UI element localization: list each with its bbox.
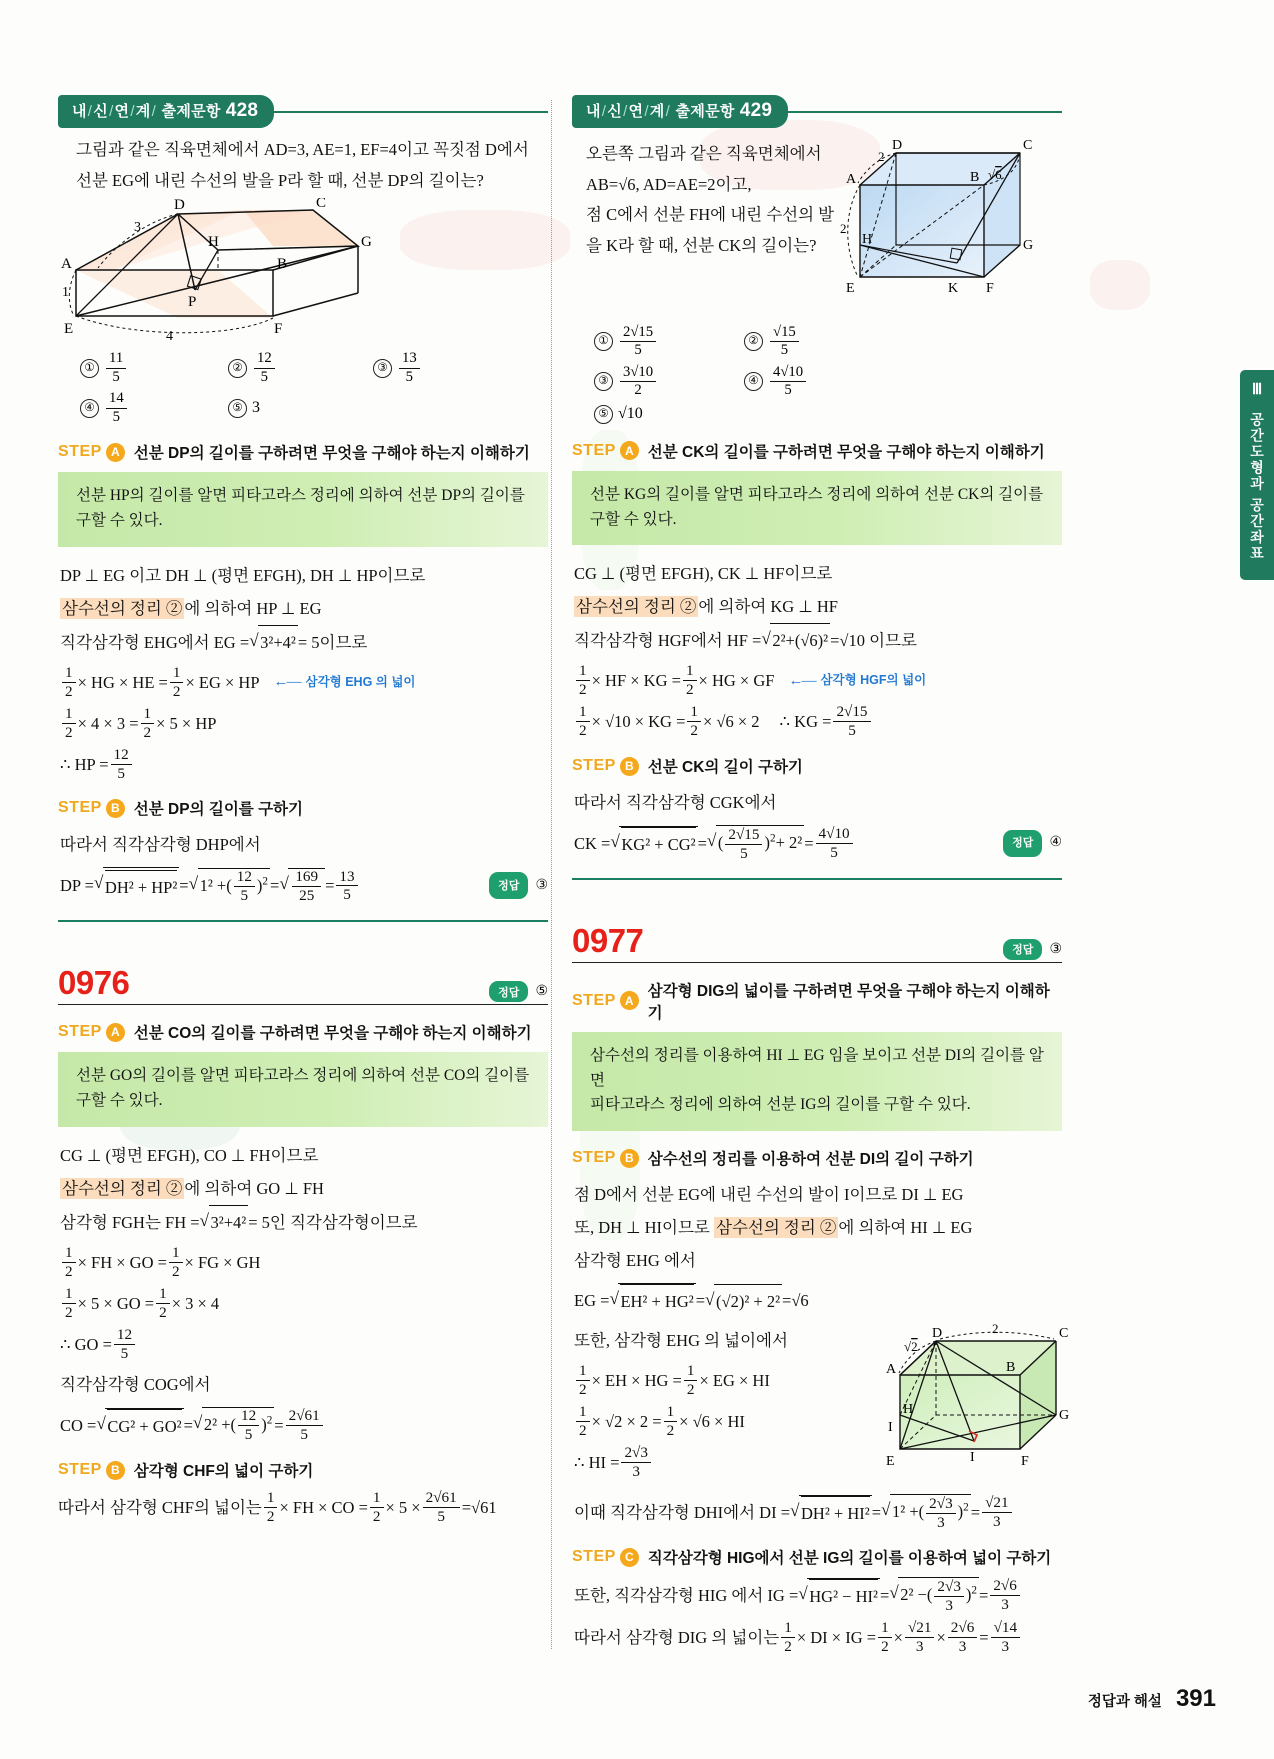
sol-area-equation: 따라서 삼각형 DIG 의 넓이는 $\frac{1}{2}$ × DI × IG = $\frac{1}{2}$ × $\frac{√21}{3}$ × $\frac{2√6}{3}$ = $\frac{√14}{3}$	[574, 1620, 1062, 1655]
svg-text:3: 3	[134, 220, 141, 236]
chapter-side-tab	[1240, 370, 1274, 580]
svg-text:K: K	[948, 281, 959, 296]
svg-text:D: D	[174, 198, 185, 214]
svg-text:I: I	[888, 1420, 893, 1436]
step-title: 선분 CK의 길이 구하기	[647, 759, 803, 777]
sol-line: 직각삼각형 EHG에서 EG = √ 3²+4² = 5이므로	[60, 625, 548, 659]
svg-text:2: 2	[840, 221, 847, 236]
problem-429-closing	[574, 786, 1062, 862]
problem-0976-step-a	[58, 1021, 548, 1043]
svg-text:G: G	[361, 234, 372, 251]
step-badge: A	[620, 991, 639, 1010]
problem-429-choices	[594, 325, 1062, 424]
highlight-theorem: 삼수선의 정리 ②	[716, 1218, 837, 1238]
problem-429-solution	[574, 557, 1062, 739]
sol-conclusion-hp: ∴ HP = $\frac{12}{5}$	[60, 747, 548, 782]
section-divider	[58, 920, 548, 922]
right-column	[572, 95, 1070, 1661]
choice-3[interactable]: ③ $\frac{3√10}{2}$	[594, 365, 744, 399]
problem-0976-hint-box	[58, 1052, 548, 1127]
sol-equation-2: $\frac{1}{2}$ × 4 × 3 = $\frac{1}{2}$ × 5 × HP	[60, 706, 548, 741]
svg-text:E: E	[846, 281, 855, 296]
svg-text:C: C	[1059, 1326, 1069, 1342]
problem-428-step-a	[58, 441, 548, 463]
arrow-left-icon: ←—	[273, 674, 300, 691]
svg-text:P: P	[188, 294, 197, 311]
sol-equation-2: $\frac{1}{2}$ × 5 × GO = $\frac{1}{2}$ × 3 × 4	[60, 1286, 548, 1321]
svg-text:I: I	[970, 1450, 975, 1466]
problem-428-question-line1: 그림과 같은 직육면체에서 AD=3, AE=1, EF=4이고 꼭짓점 D에서	[76, 140, 529, 159]
problem-rule	[58, 1004, 548, 1005]
problem-429-question-line4: 을 K라 할 때, 선분 CK의 길이는?	[586, 236, 817, 256]
svg-text:2: 2	[992, 1321, 999, 1337]
step-word: STEP	[572, 991, 616, 1009]
sol-line: 또, DH ⊥ HI이므로 삼수선의 정리 ② 에 의하여 HI ⊥ EG	[574, 1218, 973, 1238]
problem-428-answer	[489, 872, 548, 900]
step-badge: B	[106, 799, 125, 818]
hint-line: 선분 GO의 길이를 알면 피타고라스 정리에 의하여 선분 CO의 길이를	[76, 1067, 530, 1085]
hint-line: 선분 HP의 길이를 알면 피타고라스 정리에 의하여 선분 DP의 길이를	[76, 487, 525, 505]
svg-text:F: F	[1021, 1454, 1029, 1470]
svg-text:A: A	[846, 172, 857, 187]
choice-fraction: $\frac{11}{5}$	[106, 351, 126, 385]
choice-1[interactable]: ① $\frac{2√15}{5}$	[594, 325, 744, 359]
svg-text:A: A	[61, 256, 72, 273]
hint-line: 구할 수 있다.	[590, 510, 677, 528]
problem-rule	[572, 962, 1062, 963]
problem-0977-figure	[870, 1319, 1070, 1489]
problem-0977-header	[572, 922, 1062, 960]
svg-text:√6: √6	[988, 167, 1002, 182]
problem-428-choices	[80, 351, 548, 425]
choice-fraction: $\frac{14}{5}$	[106, 391, 127, 425]
ghost-blotch	[1090, 260, 1150, 310]
choice-2[interactable]: ② $\frac{√15}{5}$	[744, 325, 801, 359]
svg-text:C: C	[316, 198, 327, 212]
sol-line: 직각삼각형 COG에서	[60, 1374, 211, 1394]
left-column	[58, 95, 548, 1531]
problem-428-solution	[60, 559, 548, 782]
problem-429-answer	[1003, 829, 1062, 857]
sol-line: CG ⊥ (평면 EFGH), CK ⊥ HF이므로	[574, 564, 833, 584]
step-title: 삼수선의 정리를 이용하여 선분 DI의 길이 구하기	[647, 1151, 974, 1169]
svg-text:E: E	[886, 1454, 895, 1470]
step-badge: B	[620, 757, 639, 776]
hint-line: 구할 수 있다.	[76, 512, 163, 530]
choice-row	[80, 391, 548, 425]
step-word: STEP	[572, 757, 616, 775]
problem-429	[572, 95, 1062, 880]
sol-equation-2: $\frac{1}{2}$ × √10 × KG = $\frac{1}{2}$ × √6 × 2 ∴ KG = $\frac{2√15}{5}$	[574, 704, 1062, 739]
answer-value: ⑤	[535, 984, 548, 1000]
arrow-left-icon: ←—	[788, 672, 815, 689]
problem-428-header	[58, 95, 548, 129]
svg-text:E: E	[64, 321, 74, 338]
problem-429-figure	[824, 137, 1039, 317]
choice-2[interactable]: ② $\frac{12}{5}$	[228, 351, 373, 385]
choice-3[interactable]: ③ $\frac{13}{5}$	[373, 351, 422, 385]
problem-0977	[572, 921, 1070, 1656]
page-footer	[1088, 1685, 1216, 1713]
step-word: STEP	[58, 443, 102, 461]
sol-line: 따라서 직각삼각형 DHP에서	[60, 835, 261, 855]
annotation-hgf-area: ←— 삼각형 HGF의 넓이	[788, 666, 926, 696]
choice-4[interactable]: ④ $\frac{4√10}{5}$	[744, 365, 808, 399]
highlight-theorem: 삼수선의 정리 ②	[576, 597, 697, 617]
choice-5[interactable]: ⑤ 3	[228, 391, 260, 425]
sol-line: 삼각형 FGH는 FH = √ 3²+4² = 5인 직각삼각형이므로	[60, 1205, 548, 1239]
sol-equation-1: $\frac{1}{2}$ × EH × HG = $\frac{1}{2}$ × EG × HI	[574, 1363, 854, 1398]
svg-text:B: B	[1006, 1360, 1016, 1376]
problem-0976-step-b	[58, 1459, 548, 1481]
step-title: 선분 CK의 길이를 구하려면 무엇을 구해야 하는지 이해하기	[647, 443, 1045, 461]
problem-428-figure	[58, 198, 548, 343]
step-badge: A	[620, 441, 639, 460]
hint-line: 삼수선의 정리를 이용하여 HI ⊥ EG 임을 보이고 선분 DI의 길이를 알면	[590, 1046, 1044, 1089]
problem-429-hint-box	[572, 471, 1062, 546]
sol-line: 삼수선의 정리 ② 에 의하여 KG ⊥ HF	[576, 597, 838, 617]
step-word: STEP	[58, 1023, 102, 1041]
answer-pill: 정답	[489, 872, 528, 899]
problem-number: 0976	[58, 964, 130, 1002]
problem-429-header	[572, 95, 1062, 129]
sol-line: 삼수선의 정리 ② 에 의하여 GO ⊥ FH	[62, 1179, 324, 1199]
svg-text:A: A	[886, 1362, 897, 1378]
step-title: 삼각형 DIG의 넓이를 구하려면 무엇을 구해야 하는지 이해하기	[647, 982, 1050, 1022]
sol-equation-1: $\frac{1}{2}$ × FH × GO = $\frac{1}{2}$ × FG × GH	[60, 1245, 548, 1280]
choice-5[interactable]: ⑤ √10	[594, 405, 643, 424]
svg-text:D: D	[892, 138, 903, 153]
sol-line: CG ⊥ (평면 EFGH), CO ⊥ FH이므로	[60, 1146, 319, 1166]
svg-text:G: G	[1023, 238, 1034, 253]
hint-line: 선분 KG의 길이를 알면 피타고라스 정리에 의하여 선분 CK의 길이를	[590, 485, 1044, 503]
annotation-ehg-area: ←— 삼각형 EHG 의 넓이	[274, 667, 416, 697]
step-title: 직각삼각형 HIG에서 선분 IG의 길이를 이용하여 넓이 구하기	[647, 1550, 1052, 1568]
answer-pill: 정답	[489, 981, 528, 1002]
svg-text:D: D	[932, 1326, 943, 1342]
sol-line: 또한, 삼각형 EHG 의 넓이에서	[574, 1331, 788, 1351]
sol-di-equation: 이때 직각삼각형 DHI에서 DI = √ DH² + HI² = √ 1² +( $\frac{2√3}{3}$ )$^2$ = $\frac{√21}{3}$	[574, 1494, 1062, 1531]
problem-0977-solution	[574, 1178, 1070, 1531]
page-number: 391	[1175, 1685, 1216, 1712]
step-word: STEP	[58, 1461, 102, 1479]
step-badge: B	[106, 1461, 125, 1480]
problem-428-step-b	[58, 797, 548, 819]
problem-0977-hint-box	[572, 1032, 1062, 1131]
answer-value: ③	[535, 877, 548, 893]
problem-0977-closing	[574, 1577, 1062, 1655]
step-word: STEP	[572, 441, 616, 459]
step-badge: B	[620, 1149, 639, 1168]
sol-line: 따라서 직각삼각형 CGK에서	[574, 793, 777, 813]
chapter-roman: Ⅲ	[1251, 381, 1263, 398]
problem-0976-closing: 따라서 삼각형 CHF의 넓이는 $\frac{1}{2}$ × FH × CO = $\frac{1}{2}$ × 5 × $\frac{2√61}{5}$ =√61	[58, 1489, 497, 1526]
column-divider	[551, 100, 552, 1649]
answer-value: ④	[1049, 835, 1062, 851]
sol-equation-1: $\frac{1}{2}$ × HF × KG = $\frac{1}{2}$ × HG × GF ←— 삼각형 HGF의 넓이	[574, 663, 1062, 698]
step-badge: A	[106, 1023, 125, 1042]
problem-429-question-line3: 점 C에서 선분 FH에 내린 수선의 발	[586, 205, 835, 225]
section-divider	[572, 878, 1062, 880]
sol-ig-equation: 또한, 직각삼각형 HIG 에서 IG = √ HG² − HI² = √ 2² −( $\frac{2√3}{3}$ )$^2$ = $\frac{2√6}{3}$	[574, 1577, 1062, 1614]
svg-text:4: 4	[166, 329, 173, 344]
step-badge: A	[106, 443, 125, 462]
answer-pill: 정답	[1003, 939, 1042, 960]
svg-text:B: B	[277, 256, 288, 273]
problem-429-step-b	[572, 755, 1062, 777]
problem-0977-step-a	[572, 979, 1062, 1023]
sol-final-equation: CK = √ KG² + CG² = √ ( $\frac{2√15}{5}$ )$^2$+ 2² = $\frac{4√10}{5}$ 정답 ④	[574, 825, 1062, 862]
choice-row	[594, 365, 1062, 399]
answer-pill: 정답	[1003, 830, 1042, 857]
sol-eg-equation: EG = √ EH² + HG² = √ (√2)² + 2² =√6	[574, 1283, 854, 1318]
step-badge: C	[620, 1548, 639, 1567]
sol-final-equation: DP = √ DH² + HP² = √ 1² +( $\frac{12}{5}$ )$^2$ = √ $\frac{169}{25}$ = $\frac{13}{5}$ 정답 ③	[60, 867, 548, 904]
svg-text:F: F	[986, 281, 994, 296]
sol-line: 삼각형 EHG 에서	[574, 1251, 696, 1271]
problem-428-question-line2: 선분 EG에 내린 수선의 발을 P라 할 때, 선분 DP의 길이는?	[76, 170, 484, 190]
choice-row	[594, 405, 1062, 424]
highlight-theorem: 삼수선의 정리 ②	[62, 598, 183, 618]
svg-text:C: C	[1023, 138, 1033, 153]
problem-428-closing	[60, 828, 548, 904]
choice-1[interactable]: ① $\frac{11}{5}$	[80, 351, 228, 385]
problem-0976-answer	[489, 981, 548, 1002]
sol-line: 삼수선의 정리 ② 에 의하여 HP ⊥ EG	[62, 598, 322, 618]
sol-line: 점 D에서 선분 EG에 내린 수선의 발이 I이므로 DI ⊥ EG	[574, 1185, 964, 1205]
svg-text:1: 1	[62, 285, 69, 301]
step-title: 삼각형 CHF의 넓이 구하기	[133, 1463, 314, 1481]
choice-4[interactable]: ④ $\frac{14}{5}$	[80, 391, 228, 425]
problem-0976-header	[58, 964, 548, 1002]
problem-0977-answer	[1003, 939, 1062, 960]
svg-text:G: G	[1059, 1408, 1070, 1424]
sol-line: 직각삼각형 HGF에서 HF = √ 2²+(√6)² =√10 이므로	[574, 623, 1062, 657]
choice-row	[80, 351, 548, 385]
problem-number: 0977	[572, 921, 644, 959]
problem-0977-step-c	[572, 1546, 1062, 1568]
naeshin-tag: 내/신/연/계/ 출제문항 429	[572, 95, 788, 128]
sol-conclusion-go: ∴ GO = $\frac{12}{5}$	[60, 1327, 548, 1362]
naeshin-tag: 내/신/연/계/ 출제문항 428	[58, 95, 274, 128]
problem-429-question-line2: AB=√6, AD=AE=2이고,	[586, 174, 752, 194]
step-title: 선분 CO의 길이를 구하려면 무엇을 구해야 하는지 이해하기	[133, 1025, 532, 1043]
sol-line: DP ⊥ EG 이고 DH ⊥ (평면 EFGH), DH ⊥ HP이므로	[60, 565, 426, 585]
hint-line: 구할 수 있다.	[76, 1092, 163, 1110]
problem-428	[58, 95, 548, 922]
problem-0976	[58, 964, 548, 1525]
choice-fraction: $\frac{13}{5}$	[399, 351, 420, 385]
hint-line: 피타고라스 정리에 의하여 선분 IG의 길이를 구할 수 있다.	[590, 1096, 971, 1114]
step-word: STEP	[572, 1149, 616, 1167]
step-title: 선분 DP의 길이를 구하려면 무엇을 구해야 하는지 이해하기	[133, 445, 530, 463]
svg-text:√2: √2	[904, 1339, 918, 1355]
problem-428-hint-box	[58, 472, 548, 547]
footer-label: 정답과 해설	[1087, 1694, 1162, 1710]
svg-text:2: 2	[878, 149, 885, 164]
problem-0977-step-b	[572, 1147, 1062, 1169]
sol-equation-2: $\frac{1}{2}$ × √2 × 2 = $\frac{1}{2}$ × √6 × HI	[574, 1404, 854, 1439]
svg-text:B: B	[970, 170, 980, 185]
sol-conclusion-hi: ∴ HI = $\frac{2√3}{3}$	[574, 1445, 854, 1480]
svg-text:H: H	[208, 234, 219, 251]
svg-text:H: H	[903, 1402, 914, 1418]
highlight-theorem: 삼수선의 정리 ②	[62, 1179, 183, 1199]
sol-final-equation: CO = √ CG² + GO² = √ 2² +( $\frac{12}{5}$ )$^2$ = $\frac{2√61}{5}$	[60, 1407, 548, 1444]
step-word: STEP	[58, 799, 102, 817]
svg-text:F: F	[274, 321, 283, 338]
problem-429-step-a	[572, 440, 1062, 462]
svg-text:H: H	[862, 232, 873, 247]
choice-row	[594, 325, 1062, 359]
problem-429-question-line1: 오른쪽 그림과 같은 직육면체에서	[586, 144, 822, 163]
sol-equation-1: $\frac{1}{2}$ × HG × HE = $\frac{1}{2}$ × EG × HP ←— 삼각형 EHG 의 넓이	[60, 665, 548, 700]
step-title: 선분 DP의 길이를 구하기	[133, 801, 304, 819]
problem-0976-solution	[60, 1139, 548, 1443]
choice-fraction: $\frac{12}{5}$	[254, 351, 275, 385]
answer-value: ③	[1049, 941, 1062, 957]
chapter-title: 공간도형과 공간좌표	[1249, 412, 1265, 562]
step-word: STEP	[572, 1548, 616, 1566]
